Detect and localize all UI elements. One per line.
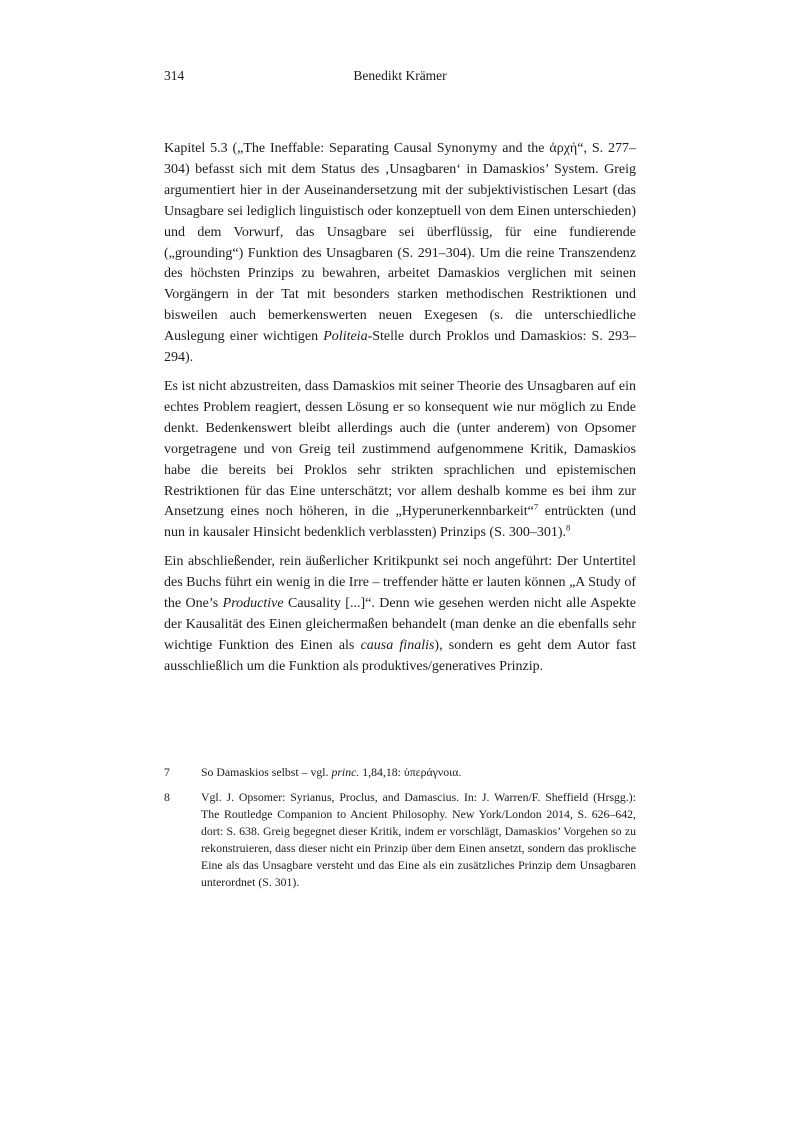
body-paragraph: [164, 377, 636, 544]
footnote-text: [201, 789, 636, 891]
text-run: Politeia: [323, 329, 368, 345]
footnotes-section: [164, 764, 636, 899]
text-run: So Damaskios selbst – vgl.: [201, 765, 332, 779]
footnote-ref: 7: [533, 501, 539, 512]
text-run: Productive: [222, 596, 284, 612]
page-header: [164, 68, 636, 84]
footnote-number: 8: [164, 790, 170, 804]
footnote: [164, 789, 636, 891]
footnote: [164, 764, 636, 781]
body-text: [164, 139, 636, 686]
text-run: entrückten (und nun in kausaler Hinsicht bedenklich verblassten) Prinzips (S. 300–301).: [164, 504, 637, 541]
running-head: Benedikt Krämer: [353, 68, 447, 83]
text-run: princ.: [331, 765, 360, 779]
text-run: -Stelle durch Proklos und Damaskios: S. 293–294).: [164, 329, 636, 366]
footnote-number: 7: [164, 765, 170, 779]
footnote-text: [201, 764, 636, 781]
text-run: Ein abschließender, rein äußerlicher Kritikpunkt sei noch angeführt: Der Untertitel des Buchs führt ein wenig in die Irre – treffender hätte er lauten können „A Study of the One’s: [164, 554, 636, 612]
text-run: Causality [...]“. Denn wie gesehen werden nicht alle Aspekte der Kausalität des Einen gleichermaßen behandelt (man denke an die ebenfalls sehr wichtige Funktion des Einen als: [164, 596, 636, 653]
text-run: Kapitel 5.3 („The Ineffable: Separating Causal Synonymy and the ἀρχή“, S. 277–304) befasst sich mit dem Status des ‚Unsagbaren‘ in Damaskios’ System. Greig argumentiert hier in der Auseinandersetzung mit der subjektivistischen Lesart (das Unsagbare sei lediglich linguistisch oder konzeptuell von dem Einen unterschieden) und dem Vorwurf, das Unsagbare sei überflüssig, für eine fundierende („grounding“) Funktion des Unsagbaren (S. 291–304). Um die reine Transzendenz des höchsten Prinzips zu bewahren, arbeitet Damaskios verglichen mit seinen Vorgängern in der Tat mit besonders starken methodischen Restriktionen und bisweilen auch bemerkenswerten neuen Exegesen (s. die unterschiedliche Auslegung einer wichtigen: [164, 141, 636, 345]
page-number: 314: [164, 68, 185, 83]
text-run: Vgl. J. Opsomer: Syrianus, Proclus, and Damascius. In: J. Warren/F. Sheffield (Hrsgg.): The Routledge Companion to Ancient Philosophy. New York/London 2014, S. 626–642, dort: S. 638. Greig begegnet dieser Kritik, indem er vorschlägt, Damaskios’ Vorgehen so zu rekonstruieren, dass dieser nicht ein Prinzip über dem Einen ansetzt, sondern das proklische Eine als das Unsagbare versteht und das Eine als ein zusätzliches Prinzip dem Unsagbaren unterordnet (S. 301).: [201, 790, 636, 889]
body-paragraph: [164, 139, 636, 369]
text-run: Es ist nicht abzustreiten, dass Damaskios mit seiner Theorie des Unsagbaren auf ein echtes Problem reagiert, dessen Lösung er so konsequent wie nur möglich zu Ende denkt. Bedenkenswert bleibt allerdings auch die (unter anderem) von Opsomer vorgetragene und von Greig teil zustimmend aufgenommene Kritik, Damaskios habe die bereits bei Proklos sehr strikten sprachlichen und epistemischen Restriktionen für das Eine unterschätzt; vor allem deshalb komme es bei ihm zur Ansetzung eines noch höheren, in die „Hyperunerkennbarkeit“: [164, 378, 636, 520]
text-run: 1,84,18: ὑπεράγνοια.: [359, 765, 462, 779]
text-run: ), sondern es geht dem Autor fast ausschließlich um die Funktion als produktives/generatives Prinzip.: [164, 637, 636, 674]
body-paragraph: [164, 552, 636, 677]
text-run: causa finalis: [360, 637, 435, 653]
footnote-ref: 8: [566, 522, 571, 533]
